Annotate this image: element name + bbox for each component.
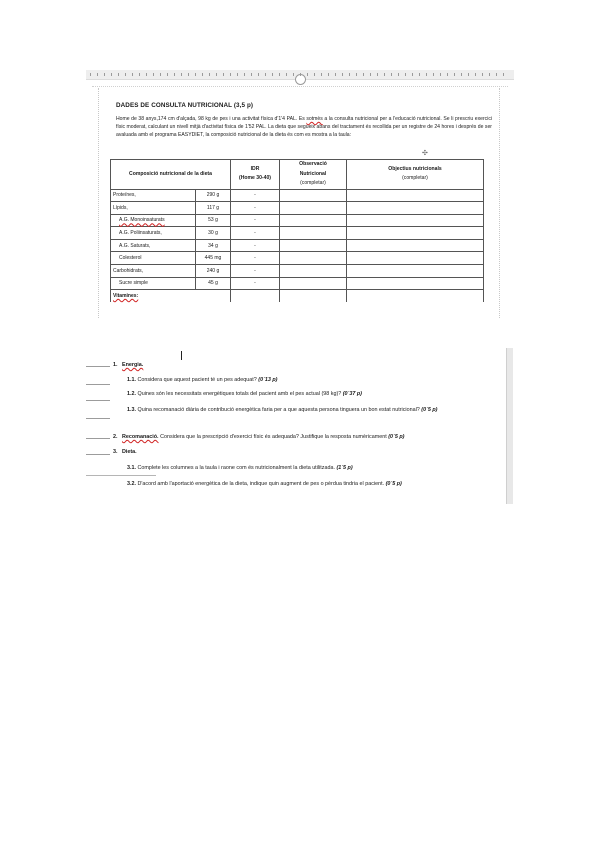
header-observation: Observació Nutricional (completar) xyxy=(280,160,347,190)
cell-value: 240 g xyxy=(196,265,231,278)
cell-objective[interactable] xyxy=(347,290,484,302)
table-row[interactable] xyxy=(111,252,484,265)
scrollbar[interactable] xyxy=(506,348,513,504)
margin-line xyxy=(86,438,110,439)
ruler-tick xyxy=(405,73,406,76)
ruler-tick xyxy=(244,73,245,76)
cell-idr[interactable]: - xyxy=(231,189,280,202)
intro-text-spellcheck: sotmès xyxy=(306,116,323,122)
cell-idr[interactable]: - xyxy=(231,239,280,252)
cell-objective[interactable] xyxy=(347,202,484,215)
cell-idr[interactable]: - xyxy=(231,227,280,240)
intro-text-b: a la consulta nutricional per a l'educació nutricional. Se li prescriu exercici físic moderat, calculant un nivell mitjà d'activitat física de 1'52 PAL. La dieta que segueix abans del tractament és recollida per un registre de 24 hores i després de ser avaluada amb el programa EASYDIET, la composició nutricional de la dieta és com es mostra a la taula: xyxy=(116,116,493,138)
ruler-tick xyxy=(132,73,133,76)
ruler-tick xyxy=(195,73,196,76)
document-screenshot-questions xyxy=(86,348,513,504)
ruler-tick xyxy=(377,73,378,76)
question-3-1: 3.1. Complete les columnes a la taula i raone com és nutricionalment la dieta utilitzada. (1´5 p) xyxy=(127,465,353,471)
cell-objective[interactable] xyxy=(347,265,484,278)
table-row[interactable] xyxy=(111,239,484,252)
ruler-tick xyxy=(314,73,315,76)
cell-name: Colesterol xyxy=(111,252,196,265)
ruler-tick xyxy=(370,73,371,76)
cell-name: A.G. Saturats, xyxy=(111,239,196,252)
ruler-tick xyxy=(419,73,420,76)
table-row[interactable] xyxy=(111,202,484,215)
ruler-tick xyxy=(440,73,441,76)
ruler-tick xyxy=(426,73,427,76)
table-row[interactable] xyxy=(111,290,484,302)
ruler-tick xyxy=(118,73,119,76)
ruler-tick xyxy=(349,73,350,76)
text-cursor xyxy=(181,351,182,360)
ruler-tick xyxy=(384,73,385,76)
ruler-tick xyxy=(223,73,224,76)
ruler-tick xyxy=(412,73,413,76)
cell-objective[interactable] xyxy=(347,239,484,252)
cell-idr[interactable]: - xyxy=(231,265,280,278)
ruler-tick xyxy=(468,73,469,76)
cell-idr[interactable]: - xyxy=(231,252,280,265)
question-3: 3. Dieta. xyxy=(113,449,137,455)
ruler-tick xyxy=(230,73,231,76)
ruler-tick xyxy=(153,73,154,76)
ruler-tick xyxy=(391,73,392,76)
header-composition: Composició nutricional de la dieta xyxy=(111,160,231,190)
ruler-tick xyxy=(433,73,434,76)
question-1: 1. Energia. xyxy=(113,362,144,368)
ruler-tick xyxy=(279,73,280,76)
cell-value: 445 mg xyxy=(196,252,231,265)
table-row[interactable] xyxy=(111,214,484,227)
cell-idr[interactable]: - xyxy=(231,277,280,290)
ruler-tick xyxy=(489,73,490,76)
ruler-tick xyxy=(496,73,497,76)
cell-idr[interactable] xyxy=(231,290,280,302)
margin-line xyxy=(86,475,156,476)
margin-line xyxy=(86,454,110,455)
margin-line xyxy=(86,384,110,385)
ruler-tick xyxy=(307,73,308,76)
ruler-tick xyxy=(111,73,112,76)
ruler-tick xyxy=(356,73,357,76)
question-2: 2. Recomanació. Considera que la prescripció d'exercici físic és adequada? Justifique la resposta numèricament (0´5 p) xyxy=(113,434,405,440)
ruler-tick xyxy=(363,73,364,76)
cell-observation[interactable] xyxy=(280,214,347,227)
ruler-tick xyxy=(398,73,399,76)
cell-objective[interactable] xyxy=(347,252,484,265)
cell-observation[interactable] xyxy=(280,189,347,202)
ruler-tick xyxy=(125,73,126,76)
document-screenshot-table xyxy=(86,70,514,318)
ruler-tick xyxy=(482,73,483,76)
header-objectives: Objectius nutricionals (completar) xyxy=(347,160,484,190)
margin-line xyxy=(86,418,110,419)
cell-value: 117 g xyxy=(196,202,231,215)
nutrition-table xyxy=(110,159,484,302)
cell-objective[interactable] xyxy=(347,214,484,227)
intro-text-a: Home de 38 anys,174 cm d'alçada, 98 kg de pes i una activitat física d'1'4 PAL. Es xyxy=(116,116,307,122)
ruler-tick xyxy=(475,73,476,76)
question-1-2: 1.2. Quines són les necessitats energètiques totals del pacient amb el pes actual (98 kg)? (0´37 p) xyxy=(127,391,362,397)
ruler-tick xyxy=(258,73,259,76)
ruler-tick xyxy=(209,73,210,76)
ruler-tick xyxy=(447,73,448,76)
ruler-tick xyxy=(461,73,462,76)
ruler-tick xyxy=(104,73,105,76)
cell-name: A.G. Monoinsaturats xyxy=(111,214,196,227)
cell-objective[interactable] xyxy=(347,277,484,290)
cell-value: 53 g xyxy=(196,214,231,227)
ruler-tick xyxy=(90,73,91,76)
ruler-tick xyxy=(454,73,455,76)
cell-observation[interactable] xyxy=(280,252,347,265)
cell-name: Carbohidrats, xyxy=(111,265,196,278)
cell-value: 30 g xyxy=(196,227,231,240)
cell-observation[interactable] xyxy=(280,265,347,278)
ruler-tick xyxy=(251,73,252,76)
cell-idr[interactable]: - xyxy=(231,202,280,215)
ruler-tick xyxy=(293,73,294,76)
cell-name: Sucre simple xyxy=(111,277,196,290)
cell-idr[interactable]: - xyxy=(231,214,280,227)
cell-observation[interactable] xyxy=(280,202,347,215)
ruler-tick xyxy=(167,73,168,76)
ruler-tick xyxy=(272,73,273,76)
ruler-tick xyxy=(328,73,329,76)
ruler-tick xyxy=(146,73,147,76)
horizontal-ruler[interactable] xyxy=(86,70,514,80)
cell-observation[interactable] xyxy=(280,290,347,302)
cell-value: 34 g xyxy=(196,239,231,252)
ruler-tick xyxy=(139,73,140,76)
ruler-tick xyxy=(300,73,301,76)
header-idr: IDR (Home 30-40) xyxy=(231,160,280,190)
cell-objective[interactable] xyxy=(347,227,484,240)
ruler-tick xyxy=(160,73,161,76)
ruler-tick xyxy=(286,73,287,76)
table-header-row xyxy=(111,160,484,190)
ruler-tick xyxy=(342,73,343,76)
table-row[interactable] xyxy=(111,277,484,290)
move-cursor-icon: ✣ xyxy=(422,150,428,157)
section-title: DADES DE CONSULTA NUTRICIONAL (3,5 p) xyxy=(116,102,254,109)
margin-line xyxy=(86,400,110,401)
ruler-tick xyxy=(97,73,98,76)
ruler-tick xyxy=(265,73,266,76)
cell-observation[interactable] xyxy=(280,239,347,252)
question-1-1: 1.1. Considera que aquest pacient té un pes adequat? (0´13 p) xyxy=(127,377,278,383)
ruler-tick xyxy=(181,73,182,76)
cell-name: A.G. Poliinsaturats, xyxy=(111,227,196,240)
cell-observation[interactable] xyxy=(280,277,347,290)
ruler-tick xyxy=(216,73,217,76)
question-3-2: 3.2. D'acord amb l'aportació energètica de la dieta, indique quin augment de pes o pèrdua tindria el pacient. (0´5 p) xyxy=(127,481,402,487)
question-1-3: 1.3. Quina recomanació diària de contribució energètica faria per a que aquesta persona tinguera un bon estat nutricional? (0´5 p) xyxy=(127,407,438,413)
cell-value: 45 g xyxy=(196,277,231,290)
table-row[interactable] xyxy=(111,265,484,278)
ruler-tick xyxy=(188,73,189,76)
cell-name: Lípids, xyxy=(111,202,196,215)
cell-objective[interactable] xyxy=(347,189,484,202)
cell-value: 290 g xyxy=(196,189,231,202)
ruler-tick xyxy=(174,73,175,76)
ruler-tick xyxy=(237,73,238,76)
ruler-tick xyxy=(321,73,322,76)
ruler-tick xyxy=(503,73,504,76)
ruler-tick xyxy=(202,73,203,76)
margin-line xyxy=(86,366,110,367)
cell-observation[interactable] xyxy=(280,227,347,240)
cell-vitamins: Vitamines: xyxy=(111,290,231,302)
intro-paragraph xyxy=(116,116,492,139)
table-row[interactable] xyxy=(111,227,484,240)
ruler-tick xyxy=(335,73,336,76)
cell-name: Proteïnes, xyxy=(111,189,196,202)
table-row[interactable] xyxy=(111,189,484,202)
